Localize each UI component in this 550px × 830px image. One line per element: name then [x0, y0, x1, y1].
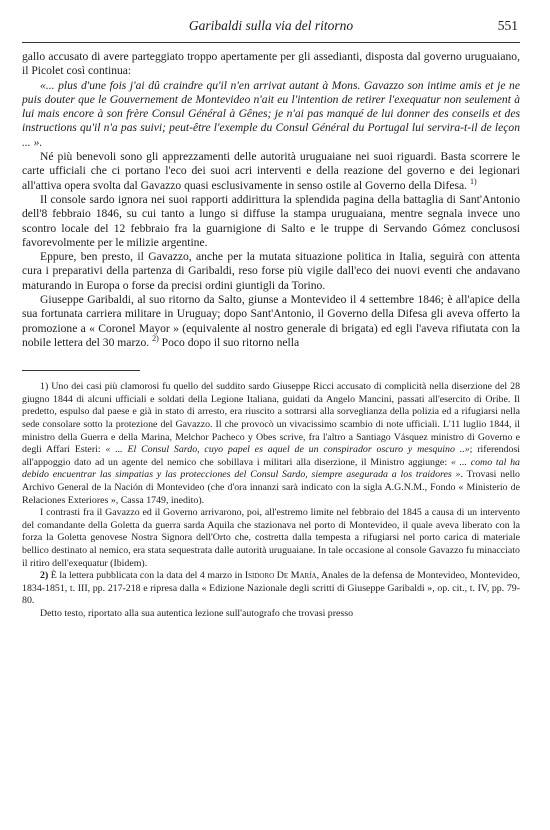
footnote-1-continued: I contrasti fra il Gavazzo ed il Governo arrivarono, poi, all'estremo limite nel febbraio del 1845 a causa di un intervento del comandante della Goletta da guerra sarda Aquila che stazionava nel porto di Montevideo, il quale aveva liberato con la forza la Goletta genovese Nostra Signora dell'Orto che, costretta dalla tempesta a rifugiarsi nel porto carica di materiale bellico destinato al nemico, era stata sequestrata dalle autorità uruguaiane. In tale occasione al console Gavazzo fu minacciato il ritiro dell'exequatur (Ibidem). [22, 507, 520, 569]
footnote-1-text: Uno dei casi più clamorosi fu quello del suddito sardo Giuseppe Ricci accusato di complicità nella diserzione del 28 giugno 1844 di alcuni ufficiali e soldati della Legione Italiana, guidati da Angelo Mancini, passati all'esercito di Oribe. Il predetto, espulso dal paese e già in stato di arresto, era riuscito a sottrarsi alla sorveglianza della polizia ed a rifugiarsi nella sede consolare sotto la protezione del Gavazzo. Il che provocò un vivacissimo scambio di note ufficiali. L'11 luglio 1844, il ministro della Guerra e della Marina, Melchor Pacheco y Obes scrive, fra l'altro a Santiago Vásquez ministro di Governo e degli Affari Esteri: [22, 381, 521, 456]
footnote-1-mark: 1) [40, 381, 49, 393]
footnote-1-quote-2: « ... como tal ha debido encuentrar las simpatias y las protecciones del Consul Sardo, siempre asegurada a los traidores » [22, 456, 520, 481]
french-quotation: «... plus d'une fois j'ai dû craindre qu'il n'en arrivat autant à Mons. Gavazzo son intime amis et je ne puis douter que le Gouvernement de Montevideo n'ait eu l'intention de retirer l'exequatur non seulement à lui mais encore à son frère Consul Général à Gênes; je n'ai pas manqué de lui donner des conseils et des instructions qu'il n'a pas suivi; peut-être l'exemple du Consul Général du Portugal lui servira-t-il de leçon ... ». [22, 78, 520, 149]
footnote-1-end: . Trovasi nello Archivo General de la Nación di Montevideo (che d'ora innanzi sarà indicato con la sigla A.G.N.M., Fondo « Ministerio de Relaciones Exteriores », Cassa 1749, inedito). [22, 469, 520, 506]
footnote-2-citation: , Anales de la defensa de Montevideo, Montevideo, 1834-1851, t. III, pp. 217-218 e ripresa dalla « Edizione Nazionale degli scritti di Giuseppe Garibaldi », op. cit., t. IV, pp. 79-80. [22, 570, 521, 607]
footnote-2-author: Isidoro De María [244, 570, 317, 582]
page-number: 551 [497, 18, 518, 33]
paragraph-3: Il console sardo ignora nei suoi rapporti addirittura la splendida pagina della battaglia di Sant'Antonio dell'8 febbraio 1846, su cui tanto a lungo si diffuse la stampa uruguaiana, mentre segnala invece uno scontro locale del 12 febbraio fra la guarnigione di Salto e le truppe di Servando Gómez conclusosi favorevolmente per le milizie argentine. [22, 192, 520, 249]
running-title: Garibaldi sulla via del ritorno [188, 18, 354, 33]
main-text [22, 50, 520, 350]
paragraph-2-text: Né più benevoli sono gli apprezzamenti delle autorità uruguaiane nei suoi riguardi. Basta scorrere le carte ufficiali che ci portano l'eco dei suoi acri interventi e della reazione del governo e dei legionari all'attiva opera svolta dal Gavazzo quasi esclusivamente in senso ostile al Governo della Difesa. [22, 150, 520, 192]
running-header [22, 14, 520, 43]
footnote-ref-2: 2) [152, 334, 159, 344]
footnote-1-quote-1: « ... El Consul Sardo, cuyo papel es aquel de un conspirador oscuro y mesquino ..» [105, 444, 470, 456]
footnote-2-mark: 2) [40, 570, 49, 582]
paragraph-5-text: Giuseppe Garibaldi, al suo ritorno da Salto, giunse a Montevideo il 4 settembre 1846; è all'apice della sua fortunata carriera militare in Uruguay; dopo Sant'Antonio, il Governo della Difesa gli aveva offerto la promozione a « Coronel Mayor » (equivalente al nostro generale di brigata) ed egli l'aveva rifiutata con la nobile lettera del 30 marzo. [22, 293, 520, 349]
footnote-2-continued: Detto testo, riportato alla sua autentica lezione sull'autografo che trovasi presso [40, 607, 354, 619]
footnote-2 [22, 570, 520, 608]
footnote-separator [22, 370, 140, 371]
paragraph-2 [22, 150, 520, 193]
footnote-2-text: È la lettera pubblicata con la data del 4 marzo in [50, 570, 243, 582]
footnote-1-middle: ; riferendosi all'appoggio dato ad un agente del nemico che sobillava i militari alla diserzione, il Ministro aggiunge: [22, 444, 521, 468]
paragraph-5 [22, 293, 520, 350]
footnotes [22, 381, 520, 620]
paragraph-1: gallo accusato di avere parteggiato troppo apertamente per gli assedianti, disposta dal governo uruguaiano, il Picolet così continua: [22, 50, 520, 78]
footnote-1 [22, 381, 520, 507]
paragraph-4: Eppure, ben presto, il Gavazzo, anche per la mutata situazione politica in Italia, seguirà con attenta cura i preparativi della partenza di Garibaldi, reso forse più vigile dall'eco dei nuovi eventi che andavano maturando in Europa o forse da precisi ordini giuntigli da Torino. [22, 250, 520, 292]
paragraph-5-tail: Poco dopo il suo ritorno nella [158, 335, 300, 349]
footnote-ref-1: 1) [470, 176, 477, 186]
